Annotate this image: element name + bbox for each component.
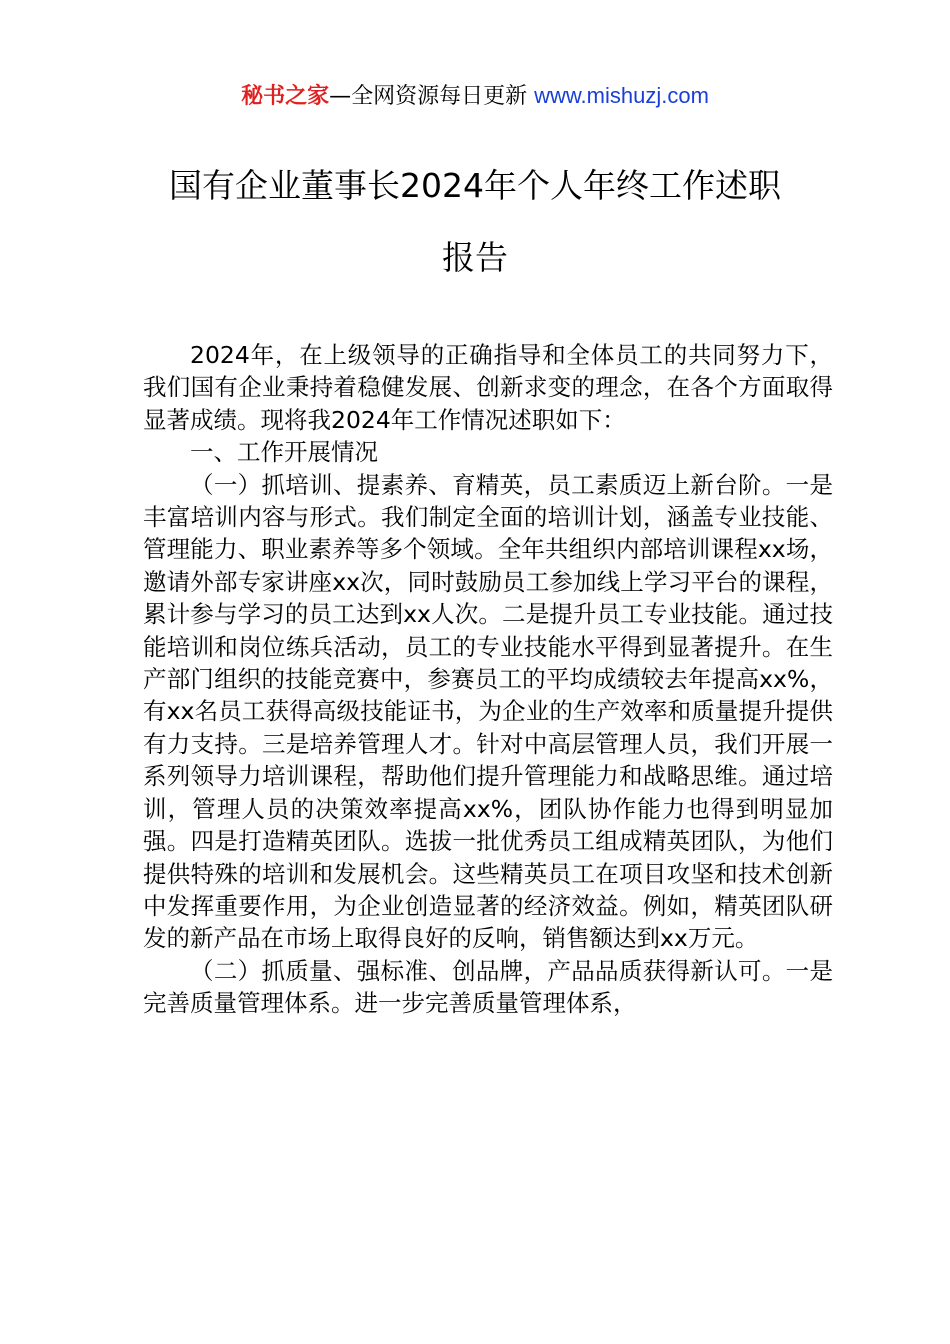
section-heading: 一、工作开展情况	[190, 438, 378, 467]
site-url-link[interactable]: www.mishuzj.com	[534, 83, 709, 108]
document-title	[100, 150, 850, 294]
intro-paragraph: 2024年，在上级领导的正确指导和全体员工的共同努力下，我们国有企业秉持着稳健发展、创新求变的理念，在各个方面取得显著成绩。现将我2024年工作情况述职如下：	[143, 341, 833, 434]
document-body	[143, 339, 833, 1020]
site-brand: 秘书之家	[241, 84, 330, 109]
header-dash: —	[329, 84, 352, 109]
body-paragraph: （二）抓质量、强标准、创品牌，产品品质获得新认可。一是完善质量管理体系。进一步完善质量管理体系，	[143, 956, 833, 1018]
title-line-1: 国有企业董事长2024年个人年终工作述职	[169, 166, 781, 205]
body-paragraph: （一）抓培训、提素养、育精英，员工素质迈上新台阶。一是丰富培训内容与形式。我们制定全面的培训计划，涵盖专业技能、管理能力、职业素养等多个领域。全年共组织内部培训课程xx场，邀请外部专家讲座xx次，同时鼓励员工参加线上学习平台的课程，累计参与学习的员工达到xx人次。二是提升员工专业技能。通过技能培训和岗位练兵活动，员工的专业技能水平得到显著提升。在生产部门组织的技能竞赛中，参赛员工的平均成绩较去年提高xx%，有xx名员工获得高级技能证书，为企业的生产效率和质量提升提供有力支持。三是培养管理人才。针对中高层管理人员，我们开展一系列领导力培训课程，帮助他们提升管理能力和战略思维。通过培训，管理人员的决策效率提高xx%，团队协作能力也得到明显加强。四是打造精英团队。选拔一批优秀员工组成精英团队，为他们提供特殊的培训和发展机会。这些精英员工在项目攻坚和技术创新中发挥重要作用，为企业创造显著的经济效益。例如，精英团队研发的新产品在市场上取得良好的反响，销售额达到xx万元。	[143, 470, 833, 953]
site-header	[0, 78, 950, 115]
site-slogan: 全网资源每日更新	[351, 84, 528, 109]
title-line-2: 报告	[442, 238, 508, 277]
